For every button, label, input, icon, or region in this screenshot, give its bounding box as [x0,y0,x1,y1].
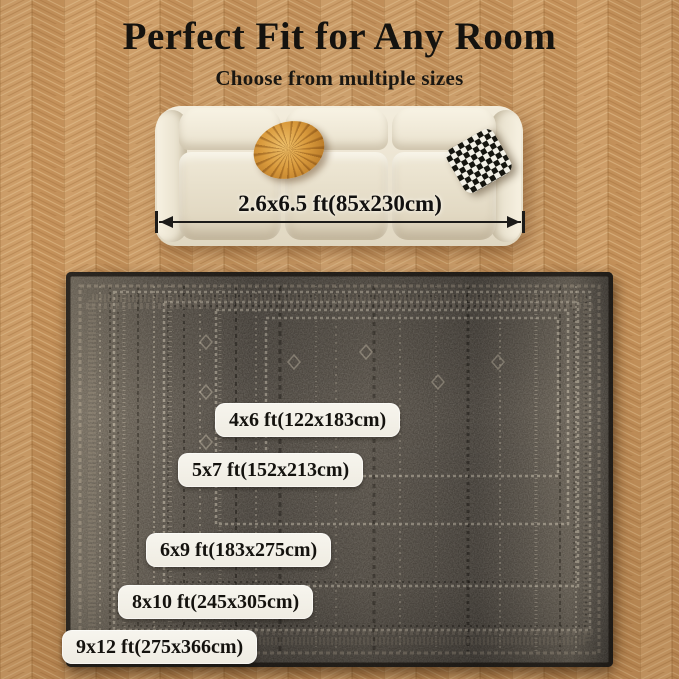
sofa-dimension-text: 2.6x6.5 ft(85x230cm) [238,191,442,216]
rug-top-view [66,272,613,667]
dimension-right-tick [522,211,525,233]
rug-size-label-4x6: 4x6 ft(122x183cm) [215,403,400,437]
arrow-right-icon [507,216,520,228]
rug-size-label-6x9: 6x9 ft(183x275cm) [146,533,331,567]
subheadline: Choose from multiple sizes [215,66,464,90]
rug-size-label-9x12: 9x12 ft(275x366cm) [62,630,257,664]
sofa-top-view [155,106,523,246]
headline: Perfect Fit for Any Room [122,15,557,58]
dimension-arrow [159,221,521,223]
header [0,14,679,91]
dimension-left-tick [155,211,158,233]
rug-size-label-5x7: 5x7 ft(152x213cm) [178,453,363,487]
arrow-left-icon [160,216,173,228]
rug-size-label-8x10: 8x10 ft(245x305cm) [118,585,313,619]
